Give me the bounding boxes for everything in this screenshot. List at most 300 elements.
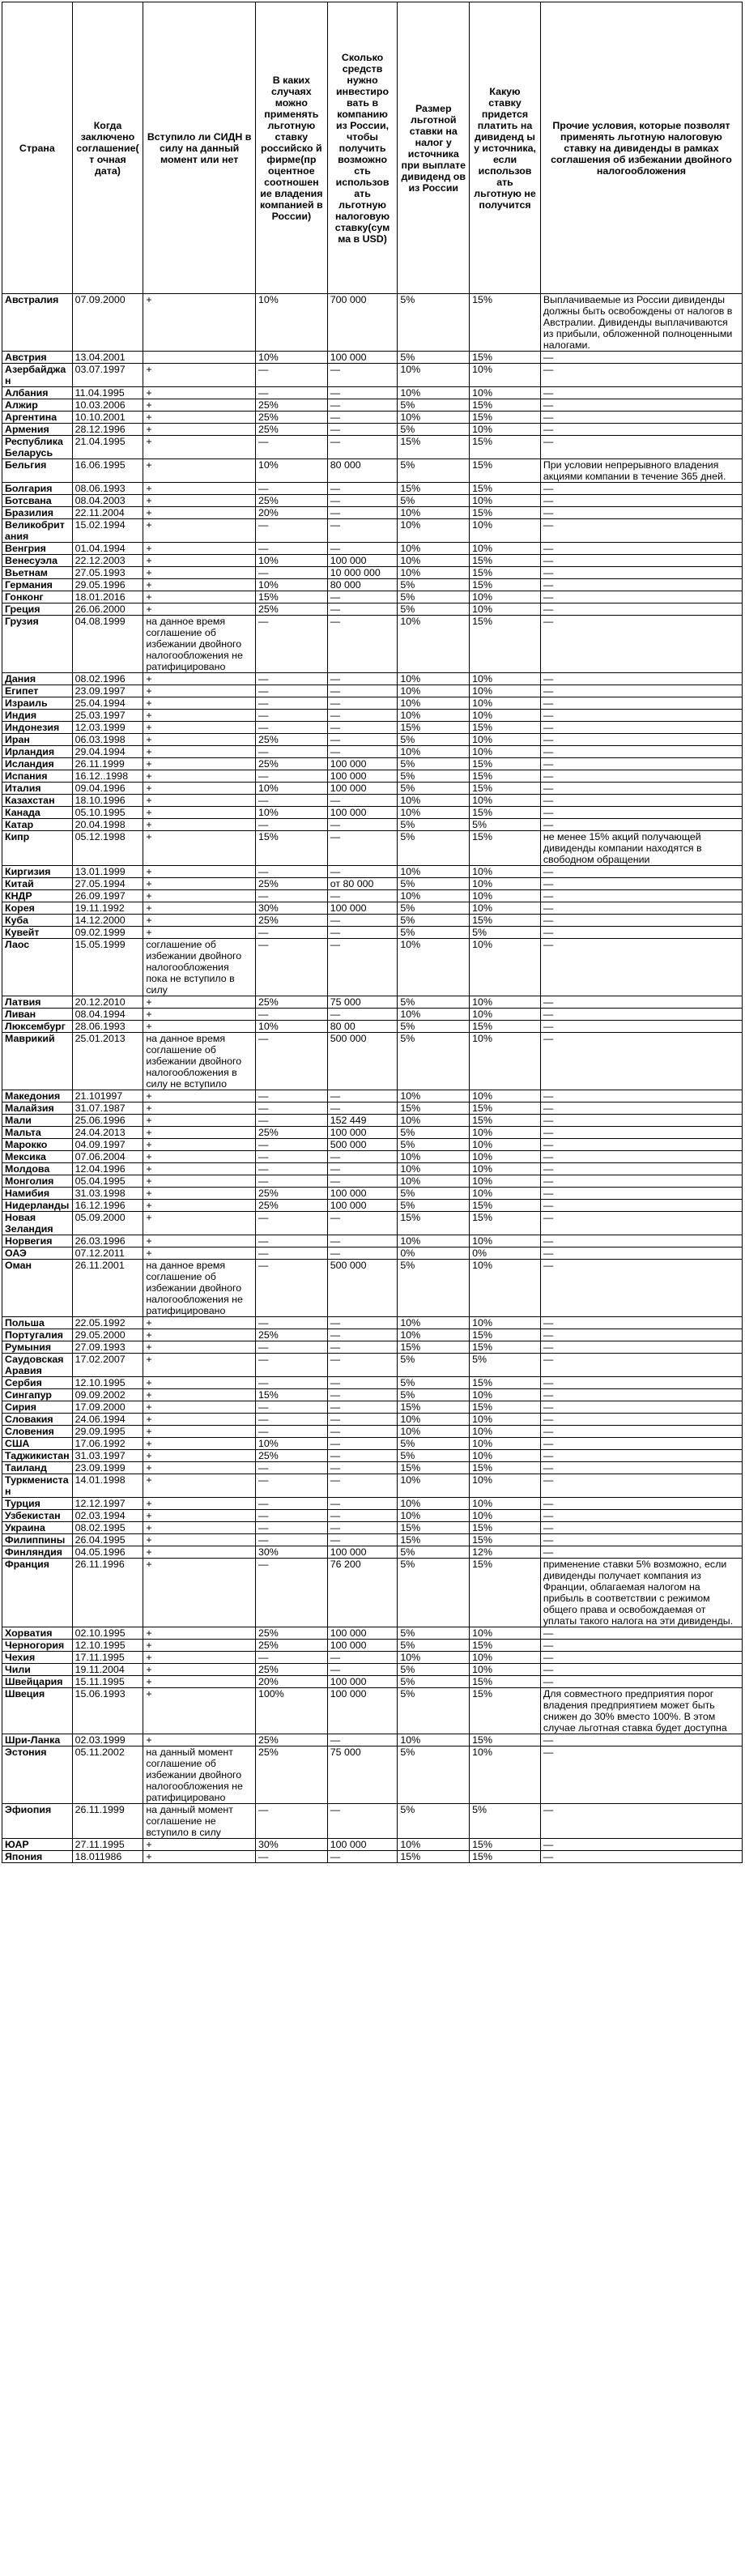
table-row <box>2 915 743 927</box>
cell-investment: 500 000 <box>327 1033 398 1090</box>
cell-date: 31.03.1998 <box>72 1188 143 1200</box>
cell-preferential-rate: 5% <box>398 1127 470 1139</box>
cell-standard-rate: 15% <box>470 507 541 519</box>
cell-preferential-rate: 10% <box>398 1009 470 1021</box>
cell-country: Молдова <box>2 1163 73 1175</box>
cell-share: — <box>255 1652 327 1664</box>
cell-other-conditions: — <box>540 996 742 1009</box>
cell-investment: — <box>327 1317 398 1329</box>
cell-in-force: + <box>143 1627 256 1640</box>
cell-other-conditions: — <box>540 1127 742 1139</box>
cell-date: 26.04.1995 <box>72 1534 143 1546</box>
cell-share: — <box>255 483 327 495</box>
cell-standard-rate: 10% <box>470 1389 541 1401</box>
cell-date: 20.04.1998 <box>72 819 143 831</box>
table-row <box>2 1188 743 1200</box>
cell-share: — <box>255 1341 327 1354</box>
table-row <box>2 459 743 483</box>
cell-standard-rate: 10% <box>470 878 541 890</box>
cell-other-conditions: — <box>540 1522 742 1534</box>
cell-country: Ирландия <box>2 746 73 758</box>
cell-country: Новая Зеландия <box>2 1212 73 1235</box>
cell-preferential-rate: 5% <box>398 1664 470 1676</box>
cell-preferential-rate: 5% <box>398 1188 470 1200</box>
table-row <box>2 352 743 364</box>
cell-country: Норвегия <box>2 1235 73 1247</box>
cell-investment: — <box>327 543 398 555</box>
table-row <box>2 1009 743 1021</box>
cell-preferential-rate: 5% <box>398 294 470 352</box>
cell-preferential-rate: 10% <box>398 1426 470 1438</box>
cell-date: 15.11.1995 <box>72 1676 143 1688</box>
table-row <box>2 770 743 783</box>
cell-country: Дания <box>2 673 73 685</box>
cell-other-conditions: Выплачиваемые из России дивиденды должны быть освобождены от налогов в Австралии. Дивиденды выплачиваются из прибыли, обложенной полноценными налогами. <box>540 294 742 352</box>
cell-country: Армения <box>2 424 73 436</box>
cell-date: 12.12.1997 <box>72 1498 143 1510</box>
cell-investment: — <box>327 1401 398 1414</box>
cell-investment: — <box>327 795 398 807</box>
cell-date: 18.01.2016 <box>72 591 143 603</box>
cell-preferential-rate: 15% <box>398 1341 470 1354</box>
cell-date: 23.09.1997 <box>72 685 143 697</box>
cell-share: 15% <box>255 591 327 603</box>
cell-in-force: + <box>143 1377 256 1389</box>
table-row <box>2 507 743 519</box>
cell-country: Республика Беларусь <box>2 436 73 459</box>
cell-other-conditions: — <box>540 1317 742 1329</box>
cell-other-conditions: При условии непрерывного владения акциями компании в течение 365 дней. <box>540 459 742 483</box>
cell-standard-rate: 15% <box>470 1329 541 1341</box>
cell-in-force: + <box>143 1009 256 1021</box>
cell-standard-rate: 10% <box>470 890 541 902</box>
cell-share: 25% <box>255 1746 327 1804</box>
cell-preferential-rate: 0% <box>398 1247 470 1260</box>
cell-standard-rate: 15% <box>470 1401 541 1414</box>
cell-investment: — <box>327 1163 398 1175</box>
cell-investment: — <box>327 387 398 399</box>
cell-other-conditions: — <box>540 1401 742 1414</box>
cell-standard-rate: 15% <box>470 1102 541 1115</box>
cell-date: 25.01.2013 <box>72 1033 143 1090</box>
cell-other-conditions: — <box>540 746 742 758</box>
cell-investment: — <box>327 697 398 710</box>
cell-investment: — <box>327 1354 398 1377</box>
cell-in-force: + <box>143 1498 256 1510</box>
cell-date: 21.04.1995 <box>72 436 143 459</box>
cell-date: 12.04.1996 <box>72 1163 143 1175</box>
table-row <box>2 1640 743 1652</box>
cell-country: Сирия <box>2 1401 73 1414</box>
cell-share: — <box>255 819 327 831</box>
cell-preferential-rate: 5% <box>398 1804 470 1839</box>
cell-other-conditions: — <box>540 1021 742 1033</box>
cell-preferential-rate: 10% <box>398 543 470 555</box>
cell-share: — <box>255 1033 327 1090</box>
cell-share: — <box>255 795 327 807</box>
cell-standard-rate: 15% <box>470 412 541 424</box>
cell-date: 10.03.2006 <box>72 399 143 412</box>
cell-preferential-rate: 15% <box>398 483 470 495</box>
cell-share: — <box>255 364 327 387</box>
cell-date: 23.09.1999 <box>72 1462 143 1474</box>
cell-standard-rate: 15% <box>470 616 541 673</box>
cell-country: Латвия <box>2 996 73 1009</box>
cell-share: — <box>255 746 327 758</box>
cell-date: 26.06.2000 <box>72 603 143 616</box>
cell-investment: 100 000 <box>327 1627 398 1640</box>
cell-date: 31.03.1997 <box>72 1450 143 1462</box>
cell-date: 29.05.1996 <box>72 579 143 591</box>
table-row <box>2 1839 743 1851</box>
cell-other-conditions: — <box>540 483 742 495</box>
header-investment: Сколько средств нужно инвестиро вать в компанию из России, чтобы получить возможно сть использов ать льготную налоговую ставку(сум ма в USD) <box>327 2 398 294</box>
cell-standard-rate: 15% <box>470 1534 541 1546</box>
cell-in-force: + <box>143 722 256 734</box>
cell-investment: — <box>327 1426 398 1438</box>
cell-investment: 100 000 <box>327 758 398 770</box>
cell-share: — <box>255 519 327 543</box>
table-row <box>2 1746 743 1804</box>
cell-investment: — <box>327 1851 398 1863</box>
cell-standard-rate: 10% <box>470 1139 541 1151</box>
cell-date: 28.12.1996 <box>72 424 143 436</box>
cell-date: 31.07.1987 <box>72 1102 143 1115</box>
cell-in-force: + <box>143 890 256 902</box>
cell-investment: — <box>327 399 398 412</box>
table-row <box>2 1354 743 1377</box>
cell-other-conditions: — <box>540 722 742 734</box>
cell-preferential-rate: 5% <box>398 758 470 770</box>
cell-other-conditions: — <box>540 1652 742 1664</box>
cell-share: 25% <box>255 1200 327 1212</box>
cell-country: Мали <box>2 1115 73 1127</box>
cell-investment: — <box>327 1664 398 1676</box>
cell-investment: — <box>327 1090 398 1102</box>
table-row <box>2 1317 743 1329</box>
cell-investment: — <box>327 616 398 673</box>
cell-other-conditions: — <box>540 1102 742 1115</box>
cell-preferential-rate: 10% <box>398 807 470 819</box>
cell-share: — <box>255 1090 327 1102</box>
cell-preferential-rate: 10% <box>398 1163 470 1175</box>
cell-preferential-rate: 15% <box>398 1522 470 1534</box>
cell-share: 10% <box>255 1438 327 1450</box>
cell-standard-rate: 10% <box>470 866 541 878</box>
cell-country: Сербия <box>2 1377 73 1389</box>
cell-preferential-rate: 10% <box>398 890 470 902</box>
table-row <box>2 710 743 722</box>
table-row <box>2 746 743 758</box>
cell-in-force: + <box>143 507 256 519</box>
cell-country: Италия <box>2 783 73 795</box>
cell-date: 15.05.1999 <box>72 939 143 996</box>
cell-standard-rate: 10% <box>470 734 541 746</box>
cell-share: — <box>255 1851 327 1863</box>
cell-investment: — <box>327 603 398 616</box>
cell-in-force: + <box>143 483 256 495</box>
cell-country: Эстония <box>2 1746 73 1804</box>
cell-share: — <box>255 1510 327 1522</box>
cell-country: Македония <box>2 1090 73 1102</box>
cell-investment: — <box>327 1450 398 1462</box>
cell-other-conditions: — <box>540 352 742 364</box>
cell-investment: — <box>327 1474 398 1498</box>
cell-share: — <box>255 1462 327 1474</box>
cell-date: 03.07.1997 <box>72 364 143 387</box>
cell-share: — <box>255 685 327 697</box>
table-row <box>2 673 743 685</box>
cell-preferential-rate: 5% <box>398 1746 470 1804</box>
cell-standard-rate: 15% <box>470 399 541 412</box>
cell-share: 10% <box>255 807 327 819</box>
cell-share: — <box>255 1804 327 1839</box>
cell-standard-rate: 15% <box>470 1341 541 1354</box>
cell-date: 07.12.2011 <box>72 1247 143 1260</box>
cell-standard-rate: 10% <box>470 1188 541 1200</box>
table-row <box>2 1151 743 1163</box>
cell-standard-rate: 10% <box>470 1090 541 1102</box>
cell-share: — <box>255 1247 327 1260</box>
cell-preferential-rate: 10% <box>398 555 470 567</box>
cell-country: Япония <box>2 1851 73 1863</box>
cell-other-conditions: — <box>540 915 742 927</box>
cell-preferential-rate: 5% <box>398 878 470 890</box>
cell-in-force: + <box>143 1664 256 1676</box>
cell-other-conditions: — <box>540 591 742 603</box>
table-row <box>2 1260 743 1317</box>
table-row <box>2 866 743 878</box>
cell-date: 05.12.1998 <box>72 831 143 866</box>
cell-in-force: + <box>143 1426 256 1438</box>
cell-other-conditions: — <box>540 734 742 746</box>
cell-other-conditions: — <box>540 579 742 591</box>
cell-investment: — <box>327 1377 398 1389</box>
cell-country: Финляндия <box>2 1546 73 1559</box>
cell-investment: — <box>327 1510 398 1522</box>
table-row <box>2 436 743 459</box>
table-row <box>2 483 743 495</box>
cell-preferential-rate: 5% <box>398 1676 470 1688</box>
cell-preferential-rate: 15% <box>398 1462 470 1474</box>
cell-standard-rate: 15% <box>470 555 541 567</box>
cell-preferential-rate: 10% <box>398 697 470 710</box>
cell-other-conditions: — <box>540 1188 742 1200</box>
cell-other-conditions: — <box>540 507 742 519</box>
cell-country: Корея <box>2 902 73 915</box>
cell-country: Эфиопия <box>2 1804 73 1839</box>
table-row <box>2 424 743 436</box>
cell-in-force: + <box>143 866 256 878</box>
cell-investment: 100 000 <box>327 352 398 364</box>
cell-standard-rate: 10% <box>470 697 541 710</box>
cell-country: Египет <box>2 685 73 697</box>
cell-date: 05.11.2002 <box>72 1746 143 1804</box>
cell-standard-rate: 10% <box>470 1127 541 1139</box>
cell-preferential-rate: 10% <box>398 1090 470 1102</box>
table-row <box>2 1450 743 1462</box>
cell-other-conditions: — <box>540 1389 742 1401</box>
cell-other-conditions: — <box>540 927 742 939</box>
cell-share: 25% <box>255 996 327 1009</box>
cell-other-conditions: — <box>540 1163 742 1175</box>
cell-in-force: + <box>143 927 256 939</box>
cell-other-conditions: — <box>540 364 742 387</box>
cell-in-force: на данное время соглашение об избежании двойного налогообложения не ратифицировано <box>143 1260 256 1317</box>
cell-investment: — <box>327 483 398 495</box>
cell-standard-rate: 10% <box>470 1438 541 1450</box>
cell-country: Болгария <box>2 483 73 495</box>
cell-other-conditions: — <box>540 1426 742 1438</box>
cell-date: 26.11.2001 <box>72 1260 143 1317</box>
cell-other-conditions: — <box>540 878 742 890</box>
cell-other-conditions: — <box>540 1260 742 1317</box>
cell-share: 25% <box>255 1329 327 1341</box>
cell-other-conditions: — <box>540 412 742 424</box>
cell-share: — <box>255 1139 327 1151</box>
cell-in-force: + <box>143 1688 256 1734</box>
cell-investment: 80 00 <box>327 1021 398 1033</box>
cell-other-conditions: — <box>540 1377 742 1389</box>
cell-country: Швейцария <box>2 1676 73 1688</box>
cell-in-force: + <box>143 294 256 352</box>
cell-preferential-rate: 10% <box>398 1175 470 1188</box>
cell-preferential-rate: 5% <box>398 459 470 483</box>
cell-investment: — <box>327 1235 398 1247</box>
cell-country: ЮАР <box>2 1839 73 1851</box>
cell-share: — <box>255 1559 327 1627</box>
cell-date: 04.05.1996 <box>72 1546 143 1559</box>
cell-country: Австрия <box>2 352 73 364</box>
cell-standard-rate: 15% <box>470 579 541 591</box>
cell-share: — <box>255 939 327 996</box>
cell-standard-rate: 10% <box>470 1317 541 1329</box>
table-row <box>2 1522 743 1534</box>
cell-share: — <box>255 890 327 902</box>
cell-standard-rate: 10% <box>470 673 541 685</box>
cell-share: 25% <box>255 734 327 746</box>
cell-investment: — <box>327 1804 398 1839</box>
cell-other-conditions: — <box>540 770 742 783</box>
cell-other-conditions: — <box>540 603 742 616</box>
cell-in-force: + <box>143 1021 256 1033</box>
cell-preferential-rate: 5% <box>398 1627 470 1640</box>
cell-share: 25% <box>255 878 327 890</box>
table-row <box>2 543 743 555</box>
table-row <box>2 734 743 746</box>
cell-share: 25% <box>255 1664 327 1676</box>
cell-standard-rate: 15% <box>470 1851 541 1863</box>
cell-date: 16.12.1996 <box>72 1200 143 1212</box>
cell-other-conditions: — <box>540 1510 742 1522</box>
cell-date: 29.04.1994 <box>72 746 143 758</box>
cell-other-conditions: — <box>540 866 742 878</box>
cell-standard-rate: 15% <box>470 1115 541 1127</box>
cell-investment: 100 000 <box>327 1676 398 1688</box>
cell-country: Мальта <box>2 1127 73 1139</box>
cell-in-force: + <box>143 1329 256 1341</box>
cell-date: 21.101997 <box>72 1090 143 1102</box>
table-row <box>2 819 743 831</box>
cell-preferential-rate: 5% <box>398 579 470 591</box>
header-country: Страна <box>2 2 73 294</box>
cell-in-force: + <box>143 436 256 459</box>
cell-other-conditions: — <box>540 1115 742 1127</box>
cell-date: 17.09.2000 <box>72 1401 143 1414</box>
table-row <box>2 878 743 890</box>
cell-date: 08.02.1995 <box>72 1522 143 1534</box>
cell-preferential-rate: 5% <box>398 352 470 364</box>
cell-preferential-rate: 5% <box>398 1546 470 1559</box>
table-row <box>2 1627 743 1640</box>
cell-country: Турция <box>2 1498 73 1510</box>
cell-country: Сингапур <box>2 1389 73 1401</box>
cell-country: Кувейт <box>2 927 73 939</box>
cell-share: 10% <box>255 555 327 567</box>
cell-share: — <box>255 1151 327 1163</box>
cell-investment: — <box>327 1522 398 1534</box>
table-row <box>2 1401 743 1414</box>
cell-date: 02.03.1994 <box>72 1510 143 1522</box>
cell-standard-rate: 15% <box>470 1462 541 1474</box>
cell-investment: 100 000 <box>327 1640 398 1652</box>
cell-preferential-rate: 10% <box>398 616 470 673</box>
cell-country: Хорватия <box>2 1627 73 1640</box>
cell-other-conditions: — <box>540 795 742 807</box>
cell-investment: — <box>327 927 398 939</box>
cell-in-force: + <box>143 1175 256 1188</box>
cell-investment: — <box>327 1498 398 1510</box>
cell-share: — <box>255 1377 327 1389</box>
cell-other-conditions: — <box>540 567 742 579</box>
table-row <box>2 1546 743 1559</box>
cell-investment: 100 000 <box>327 1127 398 1139</box>
cell-in-force: + <box>143 758 256 770</box>
cell-share: 30% <box>255 1839 327 1851</box>
cell-date: 22.05.1992 <box>72 1317 143 1329</box>
cell-standard-rate: 5% <box>470 819 541 831</box>
cell-share: 30% <box>255 1546 327 1559</box>
cell-country: Алжир <box>2 399 73 412</box>
cell-standard-rate: 12% <box>470 1546 541 1559</box>
cell-other-conditions: — <box>540 758 742 770</box>
cell-country: Румыния <box>2 1341 73 1354</box>
cell-preferential-rate: 10% <box>398 387 470 399</box>
cell-country: Казахстан <box>2 795 73 807</box>
cell-in-force: + <box>143 915 256 927</box>
table-row <box>2 795 743 807</box>
cell-date: 04.08.1999 <box>72 616 143 673</box>
cell-in-force: + <box>143 878 256 890</box>
cell-investment: 100 000 <box>327 1688 398 1734</box>
table-row <box>2 1474 743 1498</box>
cell-preferential-rate: 5% <box>398 399 470 412</box>
cell-date: 12.03.1999 <box>72 722 143 734</box>
cell-share: 25% <box>255 412 327 424</box>
cell-investment: 10 000 000 <box>327 567 398 579</box>
cell-in-force: + <box>143 1640 256 1652</box>
cell-share: 25% <box>255 424 327 436</box>
cell-in-force: + <box>143 1102 256 1115</box>
cell-share: 10% <box>255 459 327 483</box>
cell-share: 25% <box>255 495 327 507</box>
cell-in-force: + <box>143 1522 256 1534</box>
cell-date: 16.12..1998 <box>72 770 143 783</box>
table-row <box>2 1163 743 1175</box>
cell-preferential-rate: 5% <box>398 819 470 831</box>
cell-in-force: + <box>143 387 256 399</box>
table-row <box>2 555 743 567</box>
